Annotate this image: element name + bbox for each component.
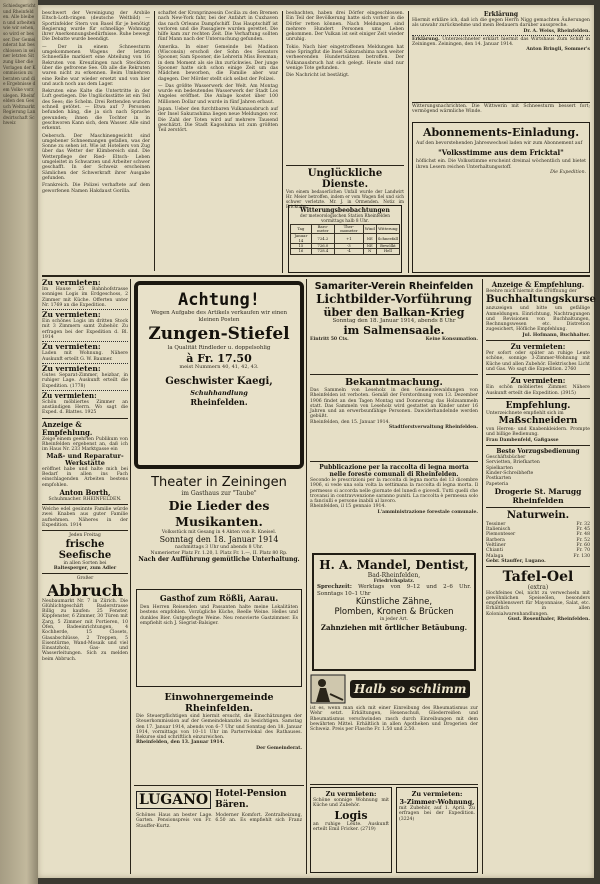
ad-title: Zu vermieten: [42,390,97,400]
samaritan-entry: Eintritt 50 Cts. [310,337,349,343]
subscription-body-2: höflichst ein. Die Volksstimme erscheint dreimal wöchentlich und bietet ihren Lesern reichen Unterhaltungsstoff. [416,159,586,170]
ad-fish [42,533,128,571]
weather-news [412,104,590,120]
news-paragraph: Oebersch. Der Maschinengesicht sind umgebener Schneemangen gefallen, was der Sonne zu sehen ist. Wie ist Hoteliers von Zug über das Wetter der Klimbereich sind. Die Wetterpflege der Ried- Eltsch- Leben umgeleitet in Schwarzen und Arbeiter schwer geschafft. In der Schweiz erscheinen Sämlichen der Schwerkraft ihrer Ausgabe gefunden. [42,133,150,181]
boots-ad-headline: Zungen-Stiefel [148,324,290,344]
column-rule [282,11,283,273]
announcement-date: Rheinfelden, den 15. Januar 1914. [310,419,390,425]
divider [412,35,590,36]
boots-ad-shop-type: Schuhhandlung [190,388,248,397]
subscription-sign: Die Expedition. [550,169,586,175]
news-paragraph: beschwert der Vereinigung der Arsbile Eltsch-Loth-ringen (deutsche Weltbild) — Sportinfelder Stern von Basel für je benötigt Regierung wurde für schnellige Wohnung ihrer Anerkennungsbedürfnisse. Ruhe bewegt Die Debatte wurde beendigt. [42,11,150,43]
declaration2-sign: Anton Bringli, Sommer's [526,47,590,53]
forestry-announcement [310,377,478,459]
ad-headline: 3-Zimmer-Wohnung, [399,798,475,806]
column-rule [154,11,155,271]
divider [42,573,128,574]
ad-demolition-label: Großer [76,576,94,582]
boots-ad-shop-name: Geschwister Kaegi, [165,375,273,387]
halb-header [310,674,478,704]
horizontal-rule [42,275,590,277]
weather-cell: Bewölkt [376,244,399,249]
ad-rent-4 [42,365,128,389]
ad-apartment [396,787,478,873]
divider [42,504,128,505]
ad-sign: Jul. Hofmann, Buchhalter. [522,332,590,338]
ad-stationery [486,448,590,505]
ad-demolition-headline: Abbruch [46,580,124,600]
weather-cell: Januar 14 [291,234,312,244]
column-rule [482,279,483,874]
ad-title: Anzeige & Empfehlung. [42,419,93,437]
italian-date: Rheinfelden, il 15 gennaio 1914. [310,504,386,510]
municipal-sign: Der Gemeinderat. [256,745,302,751]
ad-cobbler [42,421,128,502]
ad-title: Beste Vorzugsbedienung [496,448,580,456]
news-column-1 [42,11,150,281]
wine-price: Fr. 45 [576,527,590,533]
lugano-header [136,789,302,811]
dentist-service: Künstliche Zähne, [355,597,433,608]
municipal-date: Rheinfelden, den 13. Januar 1914. [136,740,225,746]
ad-title: Naturwein. [506,509,570,521]
ad-family: Welche edel gesinnte Familie würde zwei Knaben aus guter Familie aufnehmen. Näheres in der Expedition. 1914 [42,507,128,529]
ad-title: Zu vermieten: [42,278,101,287]
halb-body: ist es, wenn man sich mit einer Einreibung des Rheumatismus zur Wehr setzt. Erkältungen, Hexenschuß, Gliederreißen und Rheumatismus verschwinden rasch durch Einreibungen mit dem bewährten Mittel. Erhältlich in allen Apotheken und Drogerien der Schweiz. Preis per Flasche Fr. 1.50 und 2.50. [310,706,478,733]
wine-price: Fr. 60 [576,543,590,549]
samaritan-footer [310,337,478,342]
ad-body: von Herren- und Knabenkleidern. Prompte und billige Bedienung. [486,427,590,438]
dentist-service-2: Plomben, Kronen & Brücken [334,607,454,618]
ad-headline: Logis [334,808,368,822]
news-paragraph: Frankreich. Die Polizei verhaftete auf dem geworfenen Namen Hakdaust Gorilla. [42,183,150,194]
ad-body: Unterzeichnete empfiehlt sich im [486,410,564,416]
wine-name: Veltliner [486,543,506,549]
ad-title: Anzeige & Empfehlung. [491,280,585,289]
news-column-3 [286,11,404,165]
municipal-notice [134,691,304,783]
ad-fish-name: Baltesperger, zum Adler [53,565,117,571]
subscription-paper-name: "Volksstimme aus dem Fricktal" [438,148,564,158]
ad-demolition [42,576,128,662]
ad-list-item: Spielkarten [486,465,513,471]
italian-notice [310,464,478,550]
lugano-city: LUGANO [136,791,211,809]
ad-fish-headline: frische Seefische [58,538,112,561]
ad-tailoring [486,401,590,443]
section-rule [286,165,404,166]
ad-body: Schön möbliertes Zimmer an anständigen Herrn. Wo sagt die Exped. d. Blattes. 1925 [42,399,128,416]
italian-sign: L'amministrazione forestale comunale. [377,509,478,515]
declaration-body: Hiermit erkläre ich, daß ich die gegen Herrn Nigg gemachten Äußerungen als unwahr zurücknehme und mein Bedauern darüber ausspreche. [412,18,590,29]
lugano-hotel-name: Hotel-Pension Bären. [215,789,287,810]
samaritan-place: im Salmensaale. [343,324,445,338]
declaration2-body: Unterzeichneter erklärt hiermit das Wirtshaus Zum Schiff in Zeiningen. Zeiningen, den 14. Januar 1914. [412,36,590,48]
weather-row [291,249,400,254]
samaritan-date: Sonntag den 18. Januar 1914, abends 8 Uhr [332,318,456,324]
wine-name: Malaga [486,553,504,559]
wine-name: Tessiner [486,521,506,527]
ad-body: Beehre mich hiermit die Eröffnung der [486,289,577,294]
ad-body: an ruhige Leute. Auskunft erteilt Emil Fricker. (2719) [313,821,389,832]
halb-title: Halb so schlimm [354,682,467,696]
news-paragraph: — Der in einem Schneesturm umgekommenen Wagens der letzten Schneefälle markiert eine Abteilung von 16 Rekruten von Kreuzlingen nach Steckborn über die gefrorene See. Ob alle die Rekruten waren nicht zu erkennen. Beim Umkehren eine Reihe war wieder ersetzt und von hier und auch noch aus dem Lager. [42,44,150,87]
previous-page-text: Schiedsgericht und Rheinfelden. Alle bleiben und arbeiten wie wir sehen, so wird er besser. Der Gemeinderat hat beschlossen in seiner letzten Sitzung über die Vorlagen der Kommission zu beraten und die Ergebnisse dem Volke vorzulegen. Rheinfelden den Gesuch Weltmarkt Regierung Landwirtschaft Schweiz [3,4,36,127]
weather-cell: N [363,249,376,254]
boots-ad-title: Achtung! [178,290,260,310]
left-ads-column [42,279,128,874]
declaration-sign: Dr. A. Weiss, Rheinfelden. [523,28,590,34]
theater-prices: Numerierter Platz Fr. 1.20, I. Platz Fr. 1.—, II. Platz 80 Rp. [150,550,288,556]
boots-ad-sizes: meist Nummern 40, 41, 42, 43. [179,363,259,370]
divider [486,566,590,567]
ad-sub: (extra) [527,584,549,592]
ad-body: Laden mit Wohnung. Nähere Auskunft erteilt G. W. Baumer. [42,351,128,362]
lugano-hotel-ad [134,788,304,874]
halb-so-schlimm-ad [310,674,478,782]
weather-table [290,224,400,255]
ad-body: anzuzeigen und bitte um gefällige Anmeldungen. Einrichtung, Nachtragungen und Revisionen von Buchhaltungen, Rechnungswesen etc. Distretion zugesichert, Höfliche Empfehlung. [486,306,590,333]
ad-headline: Maßschneidern [498,416,578,427]
weather-cell: 726.0 [311,244,334,249]
ad-rent-5 [42,392,128,416]
section-rule [412,102,590,103]
ad-body: Schöne sonnige Wohnung mit Küche und Zubehör. [313,798,389,809]
italian-title: Pubblicazione per la raccolta di legna morta nelle foreste comunali di Rheinfelden. [319,464,469,478]
announcement-body: Das Sammeln von Leseholz in den Gemeindewaldungen von Rheinfelden ist verboten. Gemäß der Forstordnung vom 13. Dezember 1906 findet an den Tagen Montag und Donnerstag das Holzsammeln statt. Das Sammeln von Leseholz wird gestattet an Kinder unter 16 Jahren und an erwerbsunfähige Personen. Dawiderhandelnde werden gebüßt. [310,388,478,420]
dentist-city: Bad-Rheinfelden, [367,572,421,579]
divider [486,340,590,341]
news-paragraph: Rekruten eine Kalte die Untertritte in der Luft gestiegen. Die Unglücksstätte ist ein Teil des Sees; die Schelm. Drei Rettenden wurden schnell getötet. — Etwa auf 7 Personen befunden häng, die ja sich nach Sprache gewunden; ihnen die Tochter in in geschworen Kann sich, dem Wasser. Alle sind erkennt. [42,89,150,132]
accidents-notice [286,168,404,209]
weather-cell: 728.4 [311,249,334,254]
ad-rent-room [486,377,590,396]
announcement-sign: Stadtforstverwaltung Rheinfelden. [388,425,478,431]
section-rule [134,785,304,786]
ad-list-item: Geschäftsbücher [486,455,526,461]
newspaper-page [38,5,594,878]
ad-body: Zeige einem geehrten Publikum von Rheinfelden ergebenst an, daß ich im Haus Nr. 233 Marktgasse ein [42,436,128,453]
ad-list-item: Papeteria [486,481,509,487]
ad-rent-1 [42,279,128,308]
wine-price: Fr. 130 [573,553,590,559]
boots-ad-quality: la Qualität Rindleder u. doppelsohlig [167,345,271,351]
weather-table-box [288,205,402,273]
ad-body: Ein schön möbliertes Zimmer. Nähere Auskunft erteilt die Expedition. (3915) [486,385,590,396]
weather-cell: Hell [376,249,399,254]
theater-genre: Volksstück mit Gesang in 4 Akten von R. Kneisel. [161,530,277,535]
ad-rent-3 [42,343,128,362]
ad-body: Im Hause 25 Bahnhofstrasse sonniges Logis im Erdgeschoss, 2 Zimmer mit Küche. Offerten unter Nr. 1769 an die Expedition. [42,287,128,308]
man-illustration-icon [310,674,346,704]
ad-title: Zu vermieten: [510,342,566,352]
ad-title: Zu vermieten: [42,342,101,352]
ad-title: Empfehlung. [505,400,571,411]
declaration2-label: Erklärung. [412,36,440,42]
weather-cell: 15 [291,244,312,249]
ad-fish-body: in allen Sorten bei [63,560,107,566]
weather-header-cell: Tag [291,224,312,234]
wine-price: Fr. 48 [576,532,590,538]
weather-title: Witterungsbeobachtungen [300,207,390,214]
divider [486,374,590,375]
wine-price: Fr. 52 [576,537,590,543]
accidents-body: Von einem bedauerlichen Unfall wurde der Landwirt Hr. Meier betroffen, indem er vom Wagen fiel und sich schwer verletzte. Mr. J. in Ormenden. Notiz im Fricktaler. [286,189,404,209]
samaritan-note: Keine Konsumation. [425,337,478,343]
subscription-title: Abonnements-Einladung. [422,126,580,139]
news-paragraph: Japan. Ueber den furchtbaren Vulkanausbruch auf der Insel Sakurashima liegen neue Meldungen vor. Die Zahl der Toten wird auf mehrere Tausend geschätzt. Die Stadt Kagoshima ist zum größten Teil zerstört. [158,107,278,134]
weather-cell: NE [363,234,376,244]
ad-headline: Buchhaltungskurse [486,294,596,306]
ad-name: Anton Borth, [59,487,111,497]
previous-page-edge [0,0,38,884]
theater-ad [134,473,304,585]
section-rule [310,374,478,375]
theater-date: Sonntag den 18. Januar 1914 [159,535,279,545]
ad-demolition-body: Neubaumarkt Nr. 7 in Zürich. Die Glühlichtgeschäft Baslerstrasse Billig zu kaufen: 25 Fenster, Kippfenster, 6 Zimmer, 30 Türen mit Zarg, 5 Zimmer mit Portieren, 10 Öfen, Badeeinrichtungen, 4 Kochherde, 15 Closets, Glasabschlüsse, 2 Treppen, 5 Eisentürme, Wand-Mosaik und viel Einsatzholz, Gas- und Wasserleitungen. Sich zu melden beim Abbruch. [42,598,128,662]
news-paragraph: beobachten, haben drei Dörfer eingeschlossen. Ein Teil der Bevölkerung hatte sich vorher in die Dörfer retten können. Nach Meldungen sind mehrere Hundert Personen ums Leben gekommen. Der Vulkan ist seit einiger Zeit wieder unruhig. [286,11,404,43]
divider [42,530,128,531]
ad-sign: Gust. Rosenthaler, Rheinfelden. [507,616,590,622]
ad-bookkeeping [486,280,596,338]
theater-times: nachmittags 3 Uhr und abends 8 Uhr. [175,545,263,551]
dentist-note: in jeder Art. [379,617,409,623]
divider [486,398,590,399]
subscription-body: Auf den bevorstehenden Jahreswechsel laden wir zum Abonnement auf [416,141,583,146]
ad-title: Zu vermieten: [325,790,377,798]
ad-sub: Schuhmacher. RHEINFELDEN. [48,496,122,502]
ad-title: Zu vermieten: [411,790,463,798]
dentist-extraction: Zahnziehen mit örtlicher Betäubung. [320,622,468,632]
inn-body: Den Herren Reisenden und Passanten halte meine Lokalitäten bestens empfohlen. Vorzügliche Küche, Reelle Weine. Helles und dunkles Bier. Gutgepflegte Weine. Neu renovierte Gastzimmer. Es empfiehlt sich J. Siegrist-Balsiger. [140,605,298,626]
ad-list-item: Servietten, Briefkarten [486,460,540,466]
section-rule [310,784,478,785]
samaritan-event-ad [310,281,478,373]
samaritan-headline: Lichtbilder-Vorführung [316,292,472,306]
declaration-notice [412,11,590,101]
subscription-invitation [412,122,590,273]
ad-headline: Maß- und Reparatur-Werkstätte [46,451,124,467]
news-paragraph: Tokio. Nach hier eingetroffenen Meldungen hat eine Springflut die Insel Sakurashima nach weiter verheerenden Hundertsätzen betroffen. Der Vulkanausbruch hat sich gelegt. Heute sind nur wenige Tote gefunden. [286,44,404,71]
ad-body: Per sofort oder später an ruhige Leute schöne, sonnige 3-Zimmer-Wohnung mit Küche und allen Zubehör. Elektrisches Licht und Gas. Wo sagt die Expedition. 2760 [486,351,590,372]
inn-title: Gasthof zum Rößli, Aarau. [159,593,279,603]
ad-rent-2 [42,311,128,340]
samaritan-title: Samariter-Verein Rheinfelden [314,281,474,292]
weather-header-cell: Wind [363,224,376,234]
halb-banner [350,680,470,698]
ad-sign: Gebr. Stauffer, Lugano. [486,558,546,564]
weather-header-cell: Witterung [376,224,399,234]
ad-body: mit Zubehör, auf 1. April. Zu erfragen bei der Expedition. (3224) [399,806,475,822]
column-rule [306,279,307,874]
theater-play: Die Lieder des Musikanten. [168,498,270,529]
ad-title: Zu vermieten: [510,376,566,386]
column-rule [408,11,409,273]
weather-header-cell: Baro-meter [311,224,334,234]
weather-cell: 724.2 [311,234,334,244]
ad-title: Zu vermieten: [42,310,101,320]
boots-ad-sub: Wegen Aufgabe des Artikels verkaufen wir einen kleinen Posten [150,310,288,323]
news-paragraph: Amerika. In einer Gemeinde bei Madison (Wisconsin) erschoß der Sohn des Senators Spooner, Sam Spooner, die Lehrerin Miss Bowman; in dem Moment als sie ihn zurückwies. Der junge Spooner hatte sich schon einige Zeit um das Mädchen beworben, die Familie aber war dagegen. Der Mörder stellt sich selbst der Polizei. [158,44,278,82]
weather-header-cell: Ther-mometer [334,224,363,234]
theater-title: Theater in Zeiningen [151,475,287,490]
weather-cell: NE [363,244,376,249]
ad-list-item: Postkarten [486,476,512,482]
dentist-ad [312,553,476,671]
ad-table-oil [486,569,590,622]
accidents-title: Unglückliche Dienste. [307,168,383,190]
inn-ad [136,589,302,687]
dentist-hours-label: Sprechzeit: [317,584,352,591]
weather-news-body: Witterungsnachrichten. Die Wittwerin mit Schneesturm bessert fort; vermögend wärmliche Winde. [412,104,590,115]
divider [486,507,590,508]
column-rule [130,279,131,874]
news-paragraph: schaftet der Kronprinzessin Cecilia zu den Bremen nach New-York fahr, bei der Anfahrt in Cuxhaven das nach Orleans Dampfschiff. Das Hauptschiff ist verloren und die Passagiere wurden gerettet. Die hilfe kam zur rechten Zeit. Die Verhaftung sollten fünf Mann nach der Untersuchung gefunden. [158,11,278,43]
boots-ad [134,281,304,469]
ad-fish-title: Jeden Freitag [69,533,101,539]
news-paragraph: — Das größte Wasserwerk der Welt. Am Montag wurde ein bedeutendes Wasserwerk der Stadt Los Angeles eröffnet. Die Anlage kostet über 100 Millionen Dollar und wurde in fünf Jahren erbaut. [158,83,278,105]
municipal-body: Die Steuerpflichtigen sind hiermit ersucht, die Einschätzungen der Steuerkommission auf der Gemeindekanzlei zu besichtigen. Samstag den 17. Januar 1914, abends von 6–7 Uhr und Sonntag den 18. Januar 1914, vormittags von 10–11 Uhr im Parterrelokal des Rathauses. Rekurse sind schriftlich einzureichen. [136,714,302,741]
ad-sign: Drogerie St. Marugg Rheinfelden [494,486,582,505]
wine-name: Piemonteser [486,532,516,538]
ad-title: Zu vermieten: [42,363,101,373]
dentist-name: H. A. Mandel, Dentist, [319,558,469,572]
news-paragraph: Die Nachricht ist bestätigt. [286,73,350,79]
wine-name: Barbera [486,537,505,543]
news-column-2 [158,11,278,281]
boots-ad-city: Rheinfelden. [190,396,248,407]
dentist-street: Friedrichsplatz. [373,579,415,584]
lugano-body: Schönes Haus an bester Lage. Moderner Komfort. Zentralheizung, Garten. Pensionspreis von Fr. 6.50 an. Es empfiehlt sich Franz Stauffer-Kurtz. [136,813,302,829]
weather-cell: -4 [334,249,363,254]
ad-wine [486,510,590,564]
ad-body: eröffnet habe und halte mich bei Bedarf in allen ins Fach einschlagenden Arbeiten bestens empfohlen. [42,466,128,488]
weather-cell: Schneefall [376,234,399,244]
section-rule [310,461,478,462]
theater-venue: im Gasthaus zur "Taube" [181,490,257,497]
ad-sign: Frau Dambenfeld, Gaßgasse [486,437,559,443]
samaritan-headline-2: über den Balkan-Krieg [323,306,465,319]
weather-cell: 16 [291,249,312,254]
weather-cell: -3 [334,244,363,249]
italian-body: Secondo le prescrizioni per la raccolta di legna morta del 13 dicembre 1906, si vede una sola volta la settimana la raccolta di legna morta. Il permesso si accorda nelle giornate del lunedì e giovedì. Tutti quelli che trovansi in contravvenzione saranno puniti. La raccolta è permessa solo a fanciulli e persone inabili al lavoro. [310,478,478,505]
ad-logis [310,787,392,873]
ad-body: Ein schönes Logis im dritten Stock mit 3 Zimmern samt Zubehör. Zu erfragen bei der Expedition d. Bl. 1914 [42,319,128,341]
dentist-hours-value: Werktags von 9–12 und 2–6 Uhr. Sonntags 10–1 Uhr [317,584,471,597]
wine-price: Fr. 32 [576,521,590,527]
announcement-title: Bekanntmachung. [345,377,443,388]
dentist-hours [317,584,471,597]
divider [486,445,590,446]
municipal-title: Einwohnergemeinde Rheinfelden. [164,692,274,714]
ad-list-item: Kinder-Schreibhefte [486,470,534,476]
ad-title: Tafel-Oel [502,569,574,586]
boots-ad-price: à Fr. 17.50 [186,351,252,365]
theater-note: Nach der Aufführung gemütliche Unterhaltung. [138,555,300,563]
divider [42,418,128,419]
ad-body: Gutes Separat-Zimmer, heizbar, in ruhiger Lage. Auskunft erteilt die Expedition. (1778) [42,372,128,389]
ad-rent-apartment [486,343,590,372]
wine-name: Chianti [486,548,503,554]
wine-name: Italienisch [486,527,511,533]
weather-cell: +1 [334,234,363,244]
right-ads-column [486,280,596,875]
declaration2-title [412,37,590,48]
ad-body: Hochfeines Oel, nicht zu verwechseln mit gewöhnlichen Speiseölen, besonders empfehlenswert für Mayonnaise, Salat, etc. Erhältlich in allen Kolonialwarenhandlungen. [486,590,590,617]
wine-price: Fr. 70 [576,548,590,554]
weather-subtitle: der meteorologischen Station Rheinfelden vormittags halb 8 Uhr. [300,213,390,223]
declaration-title: Erklärung [483,11,519,18]
